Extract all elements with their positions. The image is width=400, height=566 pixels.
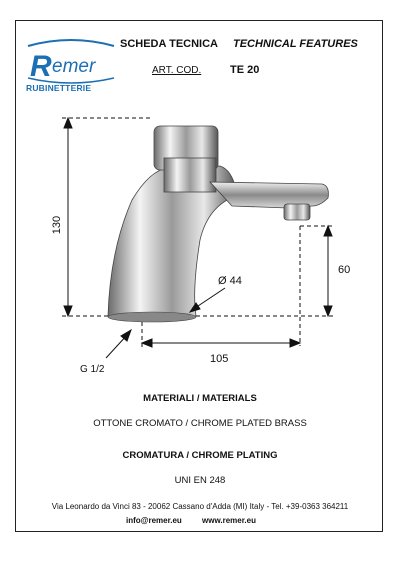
dim-outlet-label: 60 [338, 264, 351, 276]
materials-value: OTTONE CROMATO / CHROME PLATED BRASS [93, 418, 307, 429]
logo-subtitle: RUBINETTERIE [26, 83, 92, 93]
title-italian: SCHEDA TECNICA [120, 38, 218, 50]
art-code-label: ART. COD. [152, 65, 202, 76]
plating-heading: CROMATURA / CHROME PLATING [122, 450, 278, 461]
art-code-value: TE 20 [230, 64, 260, 76]
reach-dimension [142, 322, 300, 350]
diameter-leader [190, 288, 225, 312]
thread-leader [106, 330, 131, 358]
plating-value: UNI EN 248 [174, 475, 226, 486]
svg-text:R: R [30, 50, 52, 83]
logo-wordmark: emer [52, 56, 96, 77]
materials-heading: MATERIALI / MATERIALS [143, 393, 257, 404]
dim-height-label: 130 [51, 215, 63, 235]
company-address: Via Leonardo da Vinci 83 - 20062 Cassano d'Adda (MI) Italy - Tel. +39-0363 364211 [51, 502, 349, 511]
title-english: TECHNICAL FEATURES [233, 38, 358, 50]
dim-reach-label: 105 [210, 353, 229, 365]
dim-diameter-label: Ø 44 [218, 275, 242, 287]
contact-website[interactable]: www.remer.eu [202, 516, 256, 525]
dim-thread-label: G 1/2 [80, 364, 105, 375]
contact-email[interactable]: info@remer.eu [126, 516, 182, 525]
outlet-height-dimension [196, 226, 334, 346]
